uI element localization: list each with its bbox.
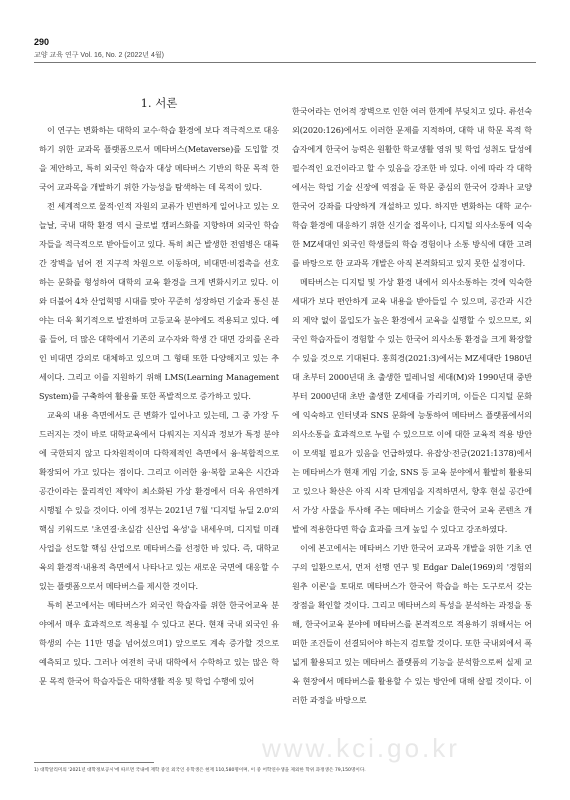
- paragraph: 교육의 내용 측면에서도 큰 변화가 일어나고 있는데, 그 중 가장 두드러지는 것이 바로 대학교육에서 다뤄지는 지식과 정보가 특정 분야에 국한되지 않고 다차원적이며 다학제적인 측면에서 융·복합적으로 확장되어 가고 있다는 점이다. 그리고 이러한 융·복합 교육은 시간과 공간이라는 물리적인 제약이 최소화된 가상 환경에서 더욱 유연하게 시행될 수 있을 것이다. 이에 정부는 2021년 7월 '디지털 뉴딜 2.0'의 핵심 키워드로 '초연결·초실감 신산업 육성'을 내세우며, 디지털 미래 사업을 선도할 핵심 산업으로 메타버스를 선정한 바 있다. 즉, 대학교육의 환경적·내용적 측면에서 나타나고 있는 새로운 국면에 대응할 수 있는 플랫폼으로서 메타버스를 제시한 것이다.: [39, 410, 279, 591]
- paragraph: 한국어라는 언어적 장벽으로 인한 여러 한계에 부딪치고 있다. 류선숙 외(2020:126)에서도 이러한 문제를 지적하며, 대학 내 학문 목적 학습자에게 한국어 능력은 원활한 학교생활 영위 및 학업 성취도 달성에 필수적인 요건이라고 할 수 있음을 강조한 바 있다. 이에 따라 각 대학에서는 학업 기술 신장에 역점을 둔 학문 중심의 한국어 강좌나 교양한국어 강좌를 다양하게 개설하고 있다. 하지만 변화하는 대학 교수·학습 환경에 대응하기 위한 신기술 접목이나, 디지털 의사소통에 익숙한 MZ세대인 외국인 학생들의 학습 경험이나 소통 방식에 대한 고려를 바탕으로 한 교과목 개발은 아직 본격화되고 있지 못한 실정이다.: [292, 106, 532, 268]
- left-column: [39, 95, 279, 691]
- page-number: 290: [34, 37, 50, 47]
- right-column: [292, 102, 532, 710]
- paragraph: 특히 본고에서는 메타버스가 외국인 학습자를 위한 한국어교육 분야에서 매우 효과적으로 적용될 수 있다고 본다. 현재 국내 외국인 유학생의 수는 11만 명을 넘어섰으며1) 앞으로도 계속 증가할 것으로 예측되고 있다. 그러나 여전히 국내 대학에서 수학하고 있는 많은 학문 목적 한국어 학습자들은 대학생활 적응 및 학업 수행에 있어: [39, 600, 279, 686]
- header-rule: [34, 62, 536, 63]
- footnote: 1) 대학알리미의 '2021년 대학정보공시'에 따르면 국내에 재학 중인 외국인 유학생은 현재 110,580명이며, 이 중 어학연수생을 제외한 학위 과정생은 79,150명이다.: [34, 768, 366, 773]
- paragraph: 메타버스는 디지털 및 가상 환경 내에서 의사소통하는 것에 익숙한 세대가 보다 편안하게 교육 내용을 받아들일 수 있으며, 공간과 시간의 제약 없이 몰입도가 높은 환경에서 교육을 실행할 수 있으므로, 외국인 학습자들이 경험할 수 있는 한국어 의사소통 환경을 크게 확장할 수 있을 것으로 기대된다. 홍희경(2021:3)에서는 MZ세대란 1980년대 초부터 2000년대 초 출생한 밀레니얼 세대(M)와 1990년대 중반부터 2000년대 초반 출생한 Z세대를 가리키며, 이들은 디지털 문화에 익숙하고 인터넷과 SNS 문화에 능통하여 메타버스 플랫폼에서의 의사소통을 효과적으로 누릴 수 있으므로 이에 대한 교육적 적용 방안이 모색될 필요가 있음을 언급하였다. 유잡상·전긍(2021:1378)에서는 메타버스가 현재 게임 기술, SNS 등 교육 분야에서 활발히 활용되고 있으나 확산은 아직 시작 단계임을 지적하면서, 향후 현실 공간에서 가상 사물을 투사해 주는 메타버스 기술을 한국어 교육 콘텐츠 개발에 적용한다면 학습 효과를 크게 높일 수 있다고 강조하였다.: [292, 277, 532, 534]
- running-header: 교양 교육 연구 Vol. 16, No. 2 (2022년 4월): [34, 52, 164, 59]
- footnote-rule: [34, 762, 154, 763]
- paragraph: 이 연구는 변화하는 대학의 교수·학습 환경에 보다 적극적으로 대응하기 위한 교과목 플랫폼으로서 메타버스(Metaverse)를 도입할 것을 제안하고, 특히 외국인 학습자 대상 메타버스 기반의 학문 목적 한국어 교과목을 개발하기 위한 가능성을 탐색하는 데 목적이 있다.: [39, 125, 279, 192]
- section-title: 1. 서론: [140, 96, 178, 110]
- watermark: www.kci.go.kr: [262, 733, 460, 763]
- paragraph: 전 세계적으로 물적·인적 자원의 교류가 빈번하게 일어나고 있는 오늘날, 국내 대학 환경 역시 글로벌 캠퍼스화를 지향하며 외국인 학습자들을 적극적으로 받아들이고 있다. 특히 최근 발생한 전염병은 대륙 간 장벽을 넘어 전 지구적 차원으로 이동하며, 비대면·비접촉을 선호하는 문화를 형성하여 대학의 교육 환경을 크게 변화시키고 있다. 이와 더불어 4차 산업혁명 시대를 맞아 꾸준히 성장하던 기술과 통신 분야는 더욱 획기적으로 발전하며 고등교육 분야에도 적용되고 있다. 예를 들어, 더 많은 대학에서 기존의 교수자와 학생 간 대면 강의를 온라인 비대면 강의로 대체하고 있으며 그 형태 또한 다양해지고 있는 추세이다. 그리고 이를 지원하기 위해 LMS(Learning Management System)를 구축하여 활용률 또한 폭발적으로 증가하고 있다.: [39, 201, 279, 401]
- paragraph: 이에 본고에서는 메타버스 기반 한국어 교과목 개발을 위한 기초 연구의 일환으로서, 먼저 선행 연구 및 Edgar Dale(1969)의 '경험의 원추 이론'을 토대로 메타버스가 한국어 학습을 하는 도구로서 갖는 장점을 확인할 것이다. 그리고 메타버스의 특성을 분석하는 과정을 통해, 한국어교육 분야에 메타버스를 본격적으로 적용하기 위해서는 어떠한 조건들이 선결되어야 하는지 검토할 것이다. 또한 국내외에서 폭넓게 활용되고 있는 메타버스 플랫폼의 기능을 분석함으로써 실제 교육 현장에서 메타버스를 활용할 수 있는 방안에 대해 살필 것이다. 이러한 과정을 바탕으로: [292, 543, 532, 705]
